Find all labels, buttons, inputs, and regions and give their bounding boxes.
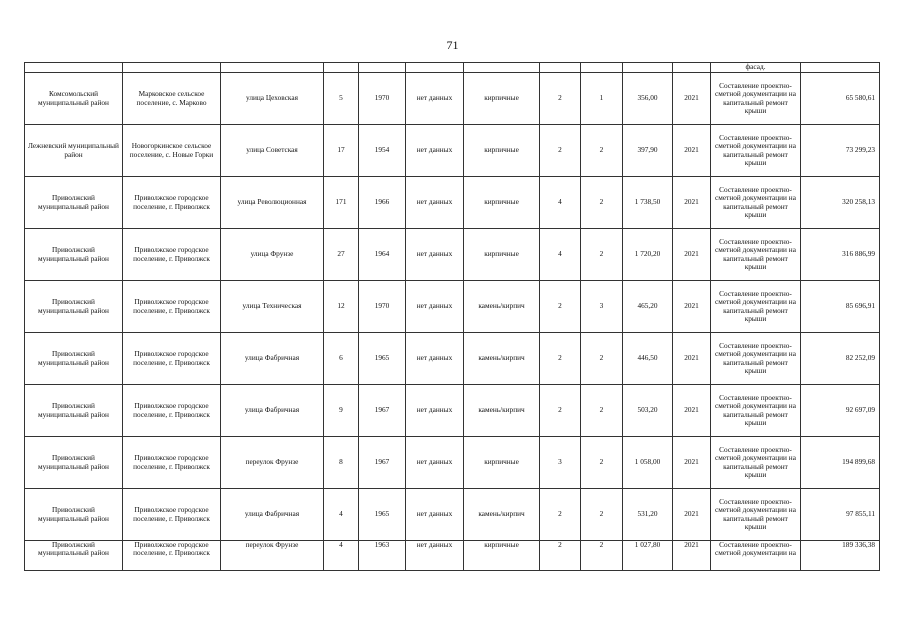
cell-entrances: 2 [581, 437, 623, 489]
cell-plan-year: 2021 [673, 73, 711, 125]
cell-cost: 85 696,91 [801, 281, 880, 333]
table-row-continuation [25, 63, 880, 73]
cell-district: Приволжский муниципальный район [25, 385, 123, 437]
cell-col6: нет данных [406, 125, 464, 177]
cell-settlement: Приволжское городское поселение, г. Приволжск [123, 489, 221, 541]
cell-floors: 3 [540, 437, 581, 489]
cell-house: 27 [324, 229, 359, 281]
cell-entrances: 2 [581, 229, 623, 281]
table-row [25, 385, 880, 437]
table-row [25, 333, 880, 385]
cell-floors: 2 [540, 489, 581, 541]
cell-cost: 92 697,09 [801, 385, 880, 437]
cell-year: 1970 [359, 73, 406, 125]
cell-street: улица Фабричная [221, 489, 324, 541]
cell-area: 531,20 [623, 489, 673, 541]
cell-house: 17 [324, 125, 359, 177]
housing-repair-table [24, 62, 880, 571]
cell-street: улица Техническая [221, 281, 324, 333]
cell-street: улица Цеховская [221, 73, 324, 125]
cell-area: 1 720,20 [623, 229, 673, 281]
cell-floors: 4 [540, 229, 581, 281]
cell-district: Приволжский муниципальный район [25, 489, 123, 541]
cell-district: Приволжский муниципальный район [25, 177, 123, 229]
cell-floors: 2 [540, 333, 581, 385]
cell-house: 5 [324, 73, 359, 125]
cell-work: Составление проектно-сметной документации на капитальный ремонт крыши [711, 489, 801, 541]
cell-col6: нет данных [406, 541, 464, 571]
cell-year: 1963 [359, 541, 406, 571]
cell-plan-year: 2021 [673, 281, 711, 333]
cell-work: Составление проектно-сметной документации на капитальный ремонт крыши [711, 177, 801, 229]
cell-work: Составление проектно-сметной документации на капитальный ремонт крыши [711, 281, 801, 333]
cell-plan-year: 2021 [673, 229, 711, 281]
cell-entrances: 2 [581, 541, 623, 571]
cell-work: Составление проектно-сметной документации на капитальный ремонт крыши [711, 73, 801, 125]
cell-settlement: Приволжское городское поселение, г. Приволжск [123, 229, 221, 281]
cell-work: Составление проектно-сметной документации на капитальный ремонт крыши [711, 385, 801, 437]
cell-year: 1965 [359, 333, 406, 385]
cell-entrances: 2 [581, 385, 623, 437]
cell-area: 446,50 [623, 333, 673, 385]
cell-floors: 2 [540, 281, 581, 333]
cell-settlement: Приволжское городское поселение, г. Приволжск [123, 333, 221, 385]
cell-entrances: 2 [581, 177, 623, 229]
cell-area: 356,00 [623, 73, 673, 125]
cell-col6: нет данных [406, 333, 464, 385]
cell-col6: нет данных [406, 385, 464, 437]
cell-street: переулок Фрунзе [221, 437, 324, 489]
cell-cost: 189 336,38 [801, 541, 880, 571]
cell-col6: нет данных [406, 489, 464, 541]
table-row [25, 541, 880, 571]
table-row [25, 489, 880, 541]
cell-settlement: Марковское сельское поселение, с. Марково [123, 73, 221, 125]
cell-work: Составление проектно-сметной документации на [711, 541, 801, 571]
cell-area: 1 027,80 [623, 541, 673, 571]
cell-floors: 4 [540, 177, 581, 229]
cell-cost: 73 299,23 [801, 125, 880, 177]
cell-area: 1 738,50 [623, 177, 673, 229]
cell-street: улица Советская [221, 125, 324, 177]
page-number: 71 [446, 38, 459, 52]
cell-col6: нет данных [406, 229, 464, 281]
cell-cost: 97 855,11 [801, 489, 880, 541]
cell-district: Лежневский муниципальный район [25, 125, 123, 177]
cell-cost: 320 258,13 [801, 177, 880, 229]
table-row [25, 229, 880, 281]
cell-year: 1966 [359, 177, 406, 229]
table-row [25, 125, 880, 177]
cell-district: Приволжский муниципальный район [25, 229, 123, 281]
cell-district: Приволжский муниципальный район [25, 437, 123, 489]
cell-district: Комсомольский муниципальный район [25, 73, 123, 125]
cell-street: переулок Фрунзе [221, 541, 324, 571]
cell-material: камень/кирпич [464, 333, 540, 385]
table-row [25, 177, 880, 229]
cell-street: улица Фабричная [221, 333, 324, 385]
table-row [25, 281, 880, 333]
cell-district: Приволжский муниципальный район [25, 541, 123, 571]
cell-entrances: 2 [581, 333, 623, 385]
cell-house: 12 [324, 281, 359, 333]
cell-plan-year: 2021 [673, 489, 711, 541]
cell-house: 8 [324, 437, 359, 489]
cell-house: 4 [324, 489, 359, 541]
cell-plan-year: 2021 [673, 177, 711, 229]
cell-street: улица Фабричная [221, 385, 324, 437]
cell-house: 4 [324, 541, 359, 571]
cell-col6: нет данных [406, 281, 464, 333]
cell-floors: 2 [540, 125, 581, 177]
cell-plan-year: 2021 [673, 333, 711, 385]
cell-settlement: Приволжское городское поселение, г. Приволжск [123, 385, 221, 437]
cell-material: кирпичные [464, 125, 540, 177]
cell-entrances: 1 [581, 73, 623, 125]
cell-plan-year: 2021 [673, 437, 711, 489]
cell-year: 1967 [359, 437, 406, 489]
cell-cost: 65 580,61 [801, 73, 880, 125]
cell-work-fragment: фасад. [711, 63, 801, 73]
cell-settlement: Приволжское городское поселение, г. Приволжск [123, 177, 221, 229]
cell-area: 503,20 [623, 385, 673, 437]
cell-street: улица Фрунзе [221, 229, 324, 281]
cell-work: Составление проектно-сметной документации на капитальный ремонт крыши [711, 229, 801, 281]
cell-material: кирпичные [464, 437, 540, 489]
cell-material: кирпичные [464, 229, 540, 281]
cell-entrances: 3 [581, 281, 623, 333]
cell-cost: 82 252,09 [801, 333, 880, 385]
cell-settlement: Приволжское городское поселение, г. Приволжск [123, 437, 221, 489]
cell-house: 171 [324, 177, 359, 229]
cell-settlement: Приволжское городское поселение, г. Приволжск [123, 541, 221, 571]
cell-material: камень/кирпич [464, 489, 540, 541]
cell-district: Приволжский муниципальный район [25, 281, 123, 333]
cell-plan-year: 2021 [673, 541, 711, 571]
cell-street: улица Революционная [221, 177, 324, 229]
cell-work: Составление проектно-сметной документации на капитальный ремонт крыши [711, 125, 801, 177]
cell-year: 1970 [359, 281, 406, 333]
cell-house: 9 [324, 385, 359, 437]
cell-settlement: Новогоркинское сельское поселение, с. Новые Горки [123, 125, 221, 177]
cell-material: кирпичные [464, 73, 540, 125]
cell-year: 1967 [359, 385, 406, 437]
cell-cost: 194 899,68 [801, 437, 880, 489]
cell-house: 6 [324, 333, 359, 385]
cell-plan-year: 2021 [673, 385, 711, 437]
cell-work: Составление проектно-сметной документации на капитальный ремонт крыши [711, 333, 801, 385]
cell-plan-year: 2021 [673, 125, 711, 177]
cell-entrances: 2 [581, 125, 623, 177]
table-row [25, 437, 880, 489]
cell-year: 1954 [359, 125, 406, 177]
cell-floors: 2 [540, 541, 581, 571]
cell-material: кирпичные [464, 541, 540, 571]
cell-area: 1 058,00 [623, 437, 673, 489]
cell-year: 1965 [359, 489, 406, 541]
cell-col6: нет данных [406, 73, 464, 125]
cell-area: 397,90 [623, 125, 673, 177]
cell-work: Составление проектно-сметной документации на капитальный ремонт крыши [711, 437, 801, 489]
cell-col6: нет данных [406, 177, 464, 229]
cell-settlement: Приволжское городское поселение, г. Приволжск [123, 281, 221, 333]
cell-floors: 2 [540, 73, 581, 125]
cell-material: кирпичные [464, 177, 540, 229]
table-row [25, 73, 880, 125]
cell-area: 465,20 [623, 281, 673, 333]
cell-floors: 2 [540, 385, 581, 437]
cell-year: 1964 [359, 229, 406, 281]
cell-entrances: 2 [581, 489, 623, 541]
cell-material: камень/кирпич [464, 385, 540, 437]
cell-district: Приволжский муниципальный район [25, 333, 123, 385]
cell-col6: нет данных [406, 437, 464, 489]
cell-cost: 316 886,99 [801, 229, 880, 281]
cell-material: камень/кирпич [464, 281, 540, 333]
